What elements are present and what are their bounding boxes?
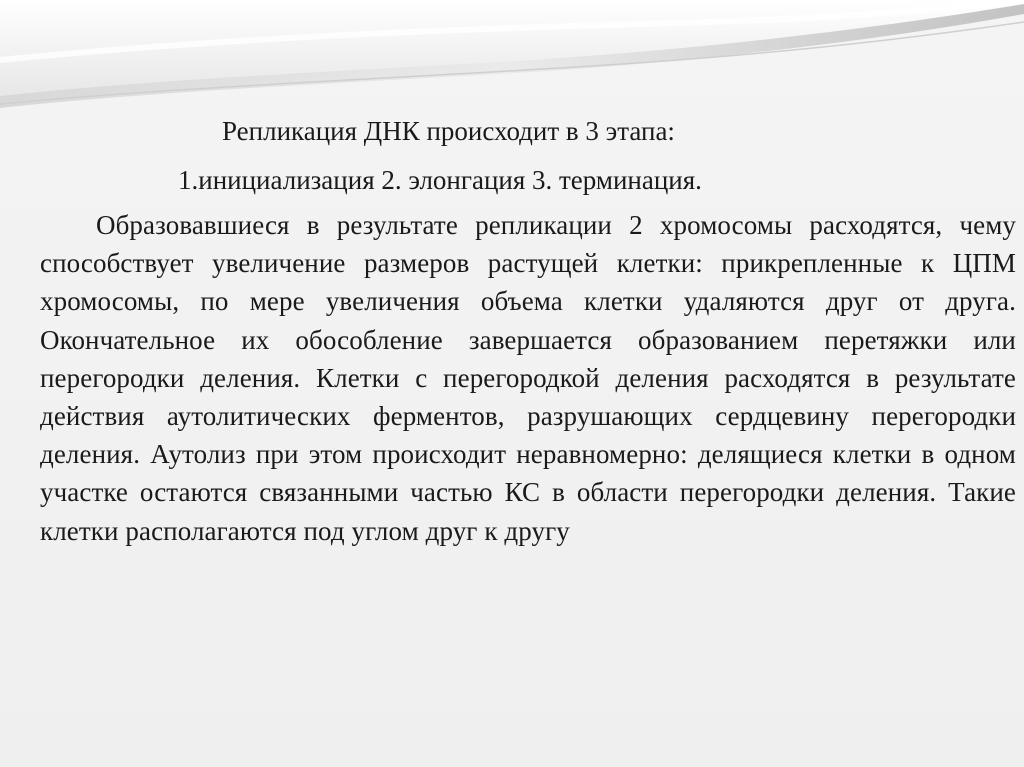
slide-content [40,112,1016,550]
body-paragraph: Образовавшиеся в результате репликации 2 хромосомы расходятся, чему способствует увеличение размеров растущей клетки: прикрепленные к ЦПМ хромосомы, по мере увеличения объема клетки удаляются друг от друга. Окончательное их обособление завершается образованием перетяжки или перегородки деления. Клетки с перегородкой деления расходятся в результате действия аутолитических ферментов, разрушающих сердцевину перегородки деления. Аутолиз при этом происходит неравномерно: делящиеся клетки в одном участке остаются связанными частью КС в области перегородки деления. Такие клетки располагаются под углом друг к другу [40,210,1016,546]
slide-heading: Репликация ДНК происходит в 3 этапа: [222,116,675,146]
replication-stages: 1.инициализация 2. элонгация 3. терминация. [178,165,702,195]
